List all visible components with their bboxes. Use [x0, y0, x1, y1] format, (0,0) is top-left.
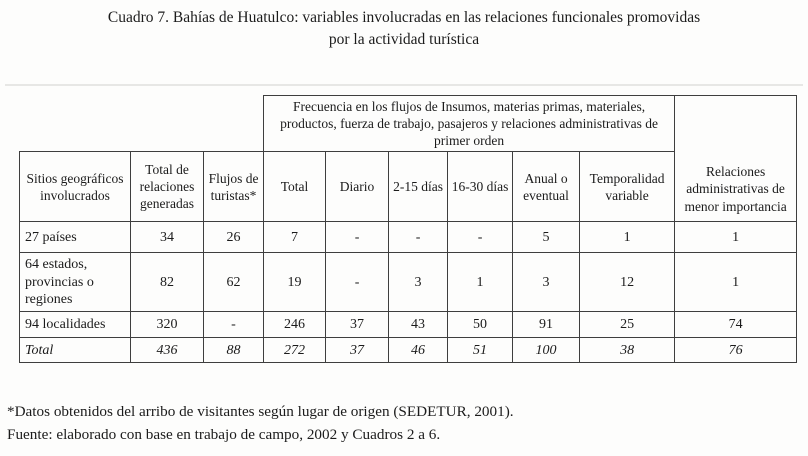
data-cell: 1 [675, 253, 797, 312]
column-header-diario: Diario [326, 152, 389, 222]
empty-corner-cell [20, 96, 264, 152]
data-cell: 436 [131, 338, 204, 363]
data-cell: 37 [326, 338, 389, 363]
column-header-16-30-dias: 16-30 días [448, 152, 513, 222]
data-cell: 246 [264, 312, 326, 338]
data-cell: 91 [513, 312, 580, 338]
table-row [20, 253, 797, 312]
header-group-row [20, 96, 797, 152]
data-cell: 5 [513, 222, 580, 253]
data-cell: 320 [131, 312, 204, 338]
title-line-2: por la actividad turística [328, 31, 480, 48]
data-cell: - [448, 222, 513, 253]
data-cell: 46 [389, 338, 448, 363]
row-label: 27 países [20, 222, 131, 253]
data-cell: 100 [513, 338, 580, 363]
data-cell: 3 [513, 253, 580, 312]
footnote-fuente: Fuente: elaborado con base en trabajo de campo, 2002 y Cuadros 2 a 6. [7, 426, 441, 443]
data-cell: 25 [580, 312, 675, 338]
table-body [20, 222, 797, 363]
column-header-total-relaciones: Total de relaciones generadas [131, 152, 204, 222]
data-cell: 50 [448, 312, 513, 338]
data-cell: 19 [264, 253, 326, 312]
data-cell: 51 [448, 338, 513, 363]
row-label: 64 estados, provincias o regiones [20, 253, 131, 312]
data-cell: 12 [580, 253, 675, 312]
data-cell: 1 [675, 222, 797, 253]
data-cell: 43 [389, 312, 448, 338]
data-cell: 3 [389, 253, 448, 312]
data-cell: 74 [675, 312, 797, 338]
data-cell: 82 [131, 253, 204, 312]
table-row [20, 222, 797, 253]
column-header-sitios: Sitios geográficos involucrados [20, 152, 131, 222]
row-label: Total [20, 338, 131, 363]
row-label: 94 localidades [20, 312, 131, 338]
column-header-anual-eventual: Anual o eventual [513, 152, 580, 222]
data-cell: 38 [580, 338, 675, 363]
data-cell: 62 [204, 253, 264, 312]
data-cell: 26 [204, 222, 264, 253]
footnotes [7, 400, 514, 446]
column-header-2-15-dias: 2-15 días [389, 152, 448, 222]
table-row [20, 338, 797, 363]
divider-rule [5, 84, 803, 86]
table-row [20, 312, 797, 338]
data-cell: - [389, 222, 448, 253]
title-line-1: Cuadro 7. Bahías de Huatulco: variables involucradas en las relaciones funcionales promovidas [107, 9, 701, 26]
data-cell: 37 [326, 312, 389, 338]
data-cell: 272 [264, 338, 326, 363]
data-cell: 76 [675, 338, 797, 363]
column-header-temporalidad: Temporalidad variable [580, 152, 675, 222]
freq-group-header: Frecuencia en los flujos de Insumos, materias primas, materiales, productos, fuerza de trabajo, pasajeros y relaciones administrativas de primer orden [264, 96, 675, 152]
column-header-total: Total [264, 152, 326, 222]
column-header-flujos-turistas: Flujos de turistas* [204, 152, 264, 222]
data-cell: 1 [448, 253, 513, 312]
data-cell: 88 [204, 338, 264, 363]
column-header-relaciones-menor: Relaciones administrativas de menor importancia [675, 96, 797, 222]
data-cell: - [326, 253, 389, 312]
page-title [0, 7, 808, 51]
data-cell: - [326, 222, 389, 253]
data-cell: - [204, 312, 264, 338]
data-table [19, 95, 797, 363]
footnote-data-source: *Datos obtenidos del arribo de visitantes según lugar de origen (SEDETUR, 2001). [7, 403, 514, 420]
data-cell: 1 [580, 222, 675, 253]
data-cell: 7 [264, 222, 326, 253]
data-cell: 34 [131, 222, 204, 253]
